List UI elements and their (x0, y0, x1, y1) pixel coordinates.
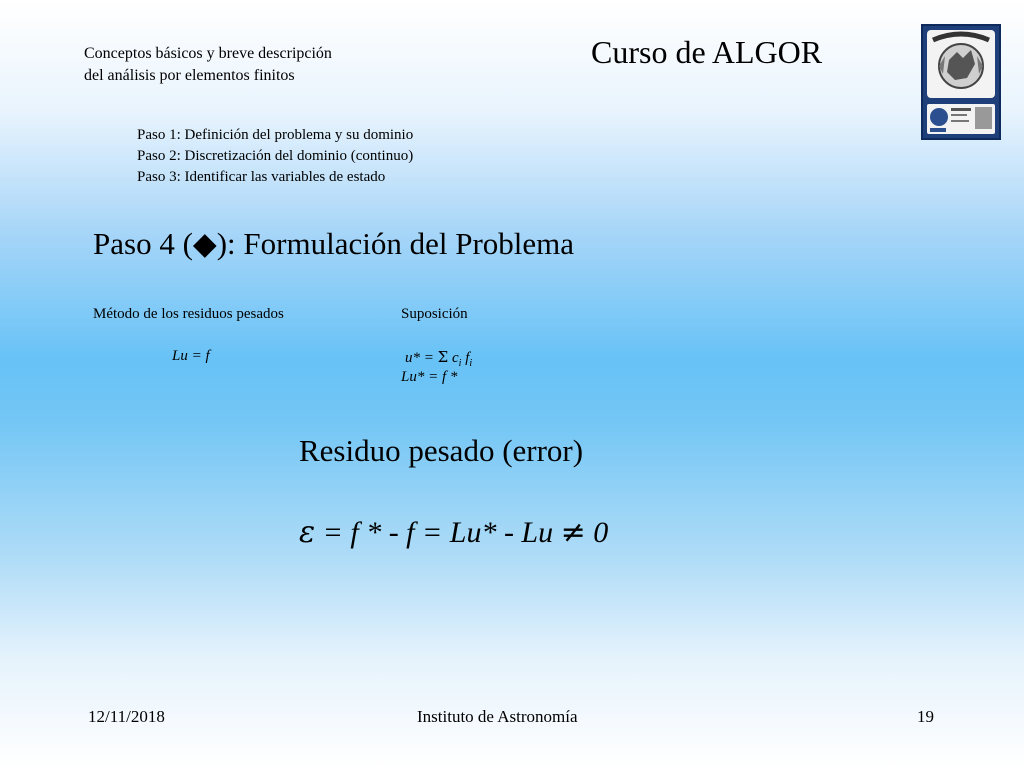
subtitle-line-1: Conceptos básicos y breve descripción (84, 45, 332, 62)
course-title: Curso de ALGOR (591, 34, 823, 70)
eq1-f: f (465, 350, 470, 366)
subtitle (84, 43, 332, 87)
eq1-f-subscript: i (469, 358, 473, 369)
section-title: Paso 4 (◆): Formulación del Problema (93, 226, 575, 261)
step-item: Paso 3: Identificar las variables de estado (137, 169, 386, 185)
residual-zero: 0 (585, 516, 609, 549)
footer-institute: Instituto de Astronomía (417, 707, 578, 726)
step-item: Paso 2: Discretización del dominio (continuo) (137, 148, 414, 164)
footer-date: 12/11/2018 (88, 707, 165, 726)
not-equal-symbol: ≠ (560, 515, 586, 550)
assumption-equation-1 (405, 348, 472, 369)
epsilon-symbol: ε (299, 515, 316, 550)
method-equation: Lu = f (172, 348, 210, 364)
assumption-heading: Suposición (401, 306, 468, 322)
previous-steps-list (137, 125, 413, 188)
subtitle-line-2: del análisis por elementos finitos (84, 67, 295, 84)
assumption-equation-2: Lu* = f * (401, 369, 458, 385)
residual-equation-body: = f * - f = Lu* - Lu (315, 516, 561, 549)
eq1-c: c (451, 350, 459, 366)
eq1-c-subscript: i (458, 358, 462, 369)
step-item: Paso 1: Definición del problema y su dominio (137, 127, 414, 143)
eq1-prefix: u* = (405, 350, 438, 366)
unam-logo (921, 24, 1001, 140)
sigma-symbol: Σ (437, 348, 449, 366)
method-heading: Método de los residuos pesados (93, 306, 284, 322)
residual-heading: Residuo pesado (error) (299, 433, 584, 468)
footer-page-number: 19 (917, 707, 934, 726)
residual-equation (299, 515, 608, 550)
unam-shield-icon (927, 30, 995, 98)
observatory-icon (927, 104, 995, 134)
